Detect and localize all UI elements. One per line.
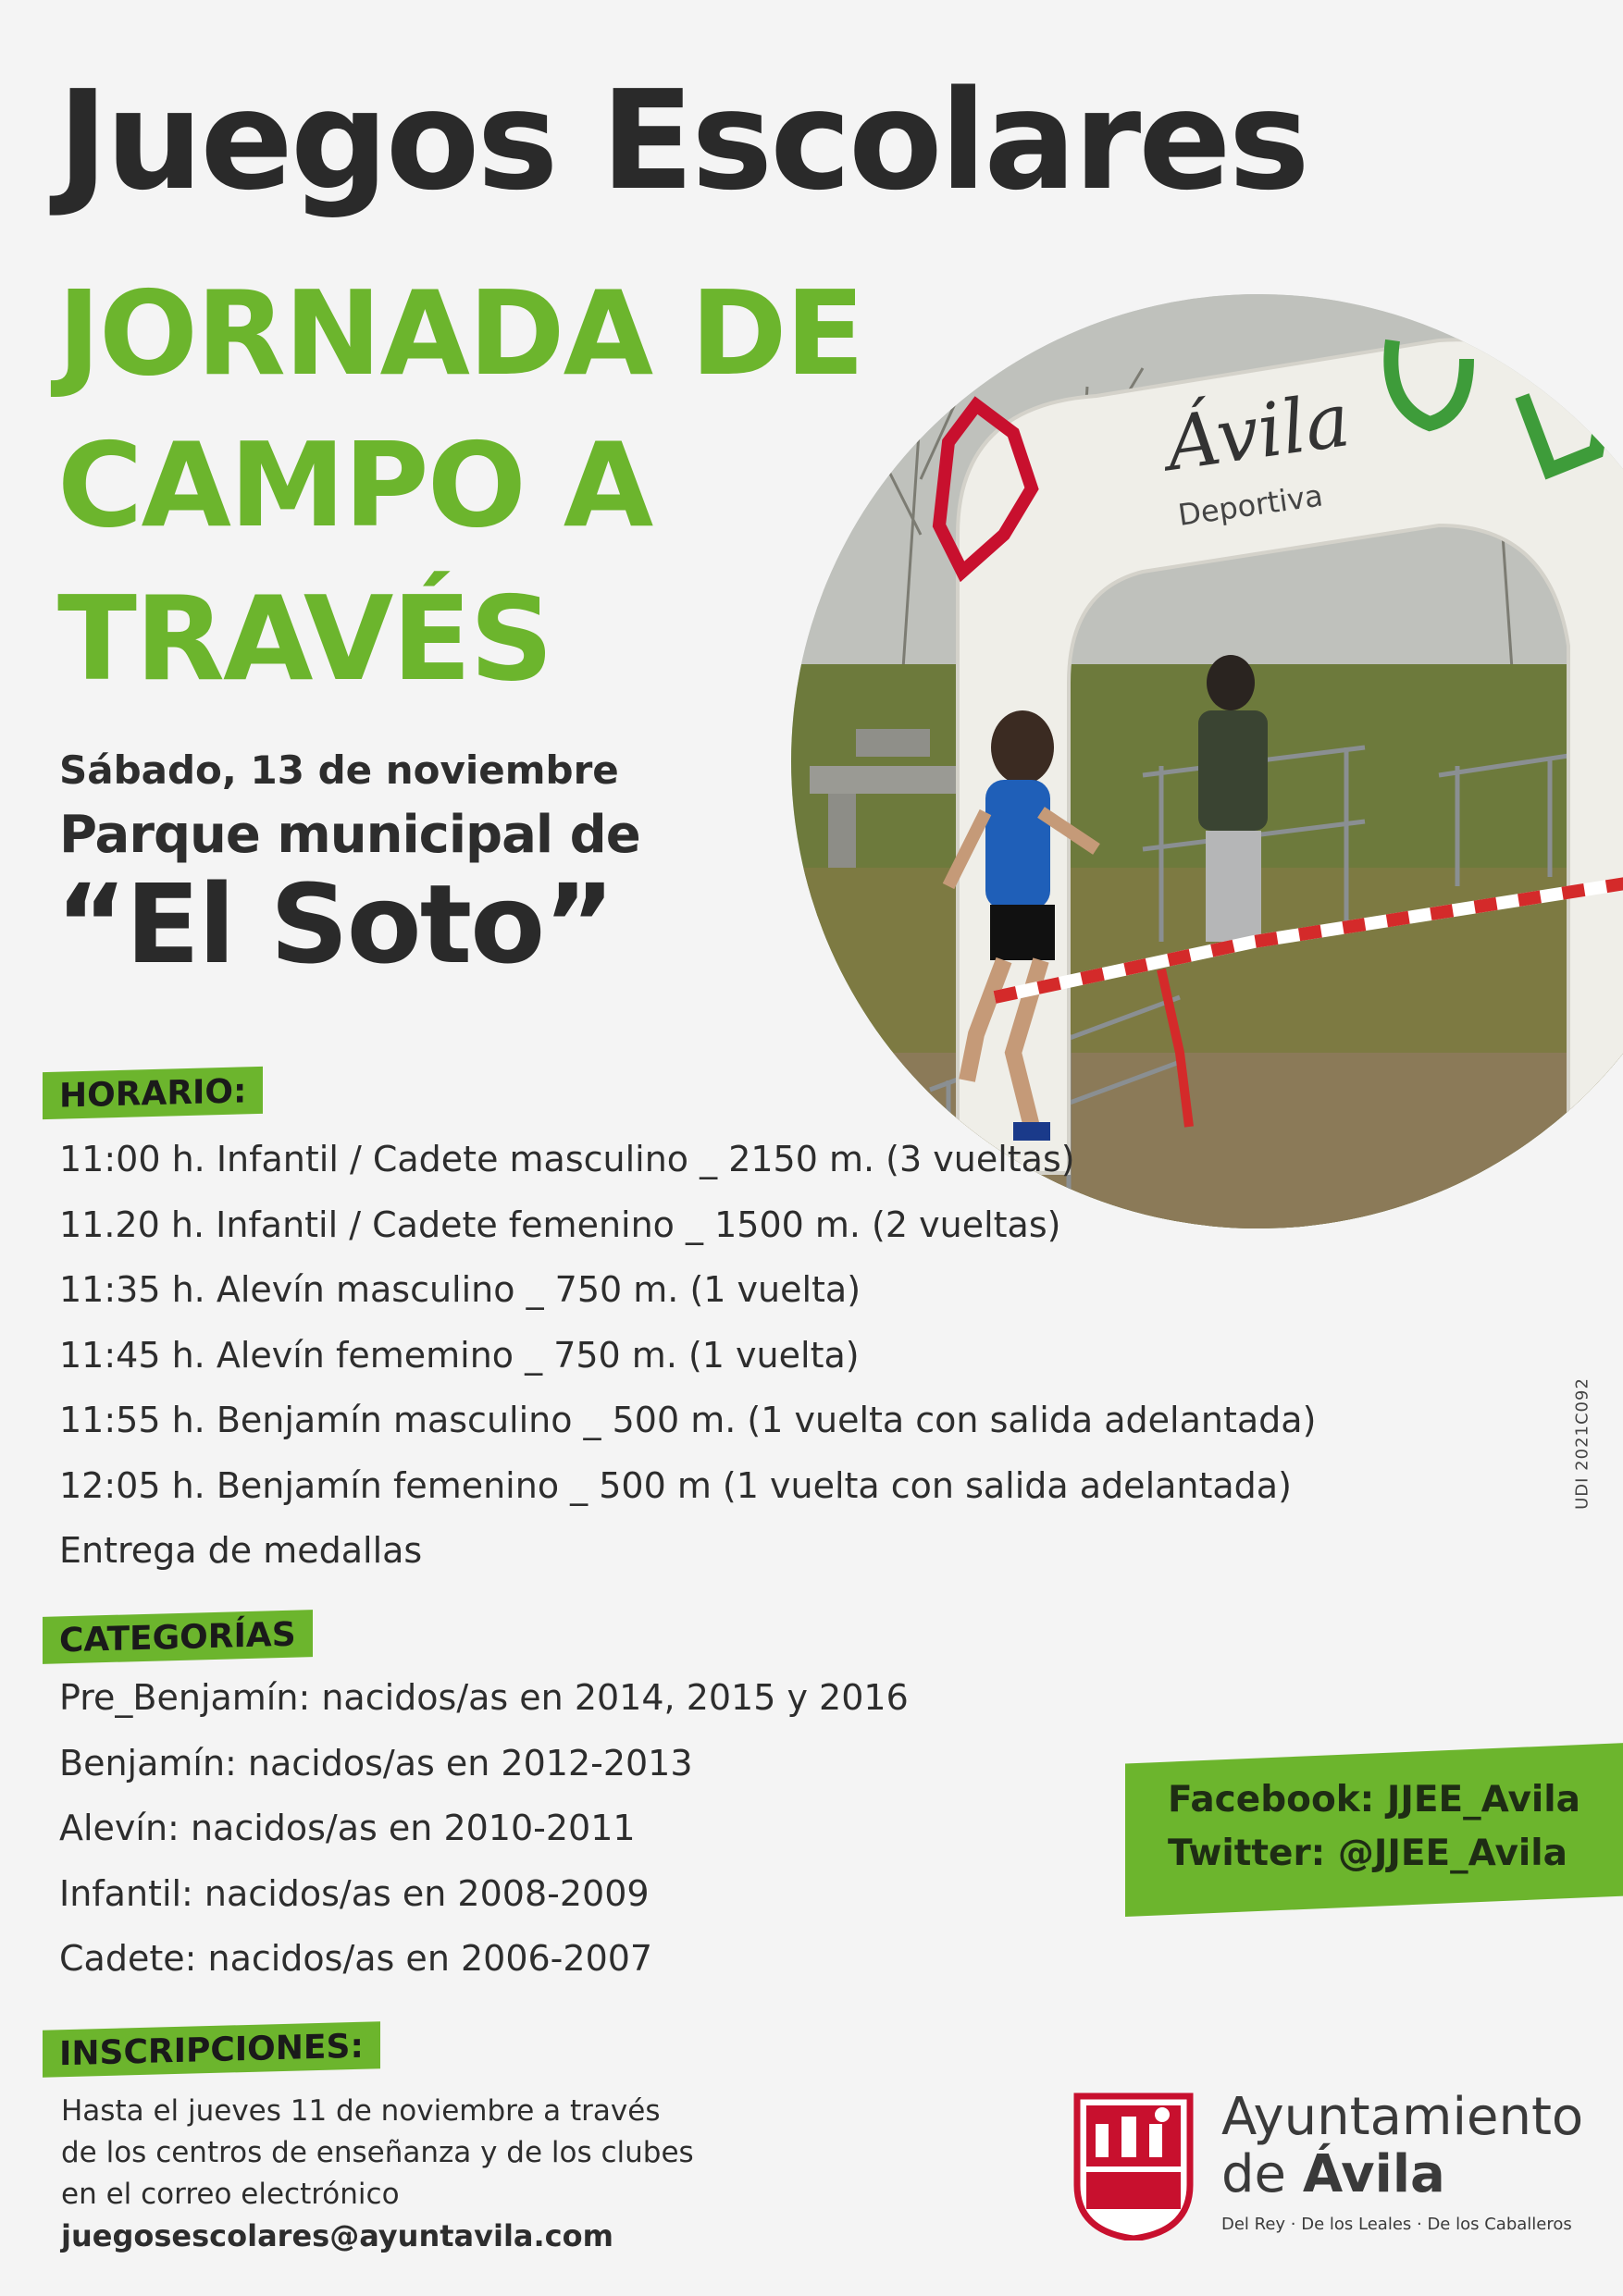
horario-item: 11.20 h. Infantil / Cadete femenino _ 1500 m. (2 vueltas) xyxy=(59,1204,1061,1245)
event-date: Sábado, 13 de noviembre xyxy=(59,747,619,793)
categoria-item: Pre_Benjamín: nacidos/as en 2014, 2015 y 2016 xyxy=(59,1677,909,1718)
inscripciones-text xyxy=(61,2091,694,2257)
inscripciones-line: de los centros de enseñanza y de los clubes xyxy=(61,2136,694,2169)
event-photo xyxy=(791,294,1623,1228)
horario-item: 11:55 h. Benjamín masculino _ 500 m. (1 vuelta con salida adelantada) xyxy=(59,1400,1317,1440)
categoria-item: Alevín: nacidos/as en 2010-2011 xyxy=(59,1808,636,1848)
udi-code-text: UDI 2021C092 xyxy=(1572,1377,1592,1510)
logo-line-2 xyxy=(1221,2146,1583,2203)
udi-code xyxy=(1568,1351,1596,1545)
event-title-line-2: CAMPO A xyxy=(57,417,652,553)
categoria-item: Cadete: nacidos/as en 2006-2007 xyxy=(59,1938,653,1979)
inscripciones-line: Hasta el jueves 11 de noviembre a través xyxy=(61,2094,661,2128)
categoria-item: Infantil: nacidos/as en 2008-2009 xyxy=(59,1872,650,1914)
email-link[interactable]: juegosescolares@ayuntavila.com xyxy=(61,2218,613,2253)
venue-line: Parque municipal de xyxy=(59,805,640,865)
social-links xyxy=(1168,1773,1580,1881)
city-crest-icon xyxy=(1073,2092,1194,2240)
twitter-link[interactable]: Twitter: @JJEE_Avila xyxy=(1168,1833,1567,1874)
inscripciones-tag: INSCRIPCIONES: xyxy=(43,2021,380,2078)
logo-line-2-bold: Ávila xyxy=(1302,2144,1445,2204)
horario-list xyxy=(59,1127,1316,1584)
horario-item: 11:45 h. Alevín fememino _ 750 m. (1 vuelta) xyxy=(59,1334,860,1376)
horario-item: Entrega de medallas xyxy=(59,1530,423,1571)
categorias-tag: CATEGORÍAS xyxy=(43,1610,313,1664)
categoria-item: Benjamín: nacidos/as en 2012-2013 xyxy=(59,1742,693,1784)
arch-brand-text: Ávila xyxy=(1160,376,1356,488)
event-title-line-3: TRAVÉS xyxy=(57,571,552,707)
categorias-list xyxy=(59,1665,909,1992)
logo-line-1: Ayuntamiento xyxy=(1221,2087,1584,2147)
logo-motto: Del Rey · De los Leales · De los Caballeros xyxy=(1221,2215,1572,2234)
arch-sub-text: Deportiva xyxy=(1175,477,1325,533)
horario-item: 11:00 h. Infantil / Cadete masculino _ 2150 m. (3 vueltas) xyxy=(59,1139,1075,1179)
inscripciones-line: en el correo electrónico xyxy=(61,2178,400,2211)
logo-line-2-prefix: de xyxy=(1221,2144,1303,2204)
horario-tag: HORARIO: xyxy=(43,1067,263,1119)
page-title: Juegos Escolares xyxy=(57,61,1307,220)
finish-arch-illustration xyxy=(791,294,1623,1228)
city-logo-text xyxy=(1221,2089,1583,2234)
facebook-link[interactable]: Facebook: JJEE_Avila xyxy=(1168,1779,1580,1821)
horario-item: 12:05 h. Benjamín femenino _ 500 m (1 vuelta con salida adelantada) xyxy=(59,1464,1292,1506)
venue-name: “El Soto” xyxy=(56,860,613,988)
event-title-line-1: JORNADA DE xyxy=(57,265,863,401)
horario-item: 11:35 h. Alevín masculino _ 750 m. (1 vuelta) xyxy=(59,1269,861,1310)
